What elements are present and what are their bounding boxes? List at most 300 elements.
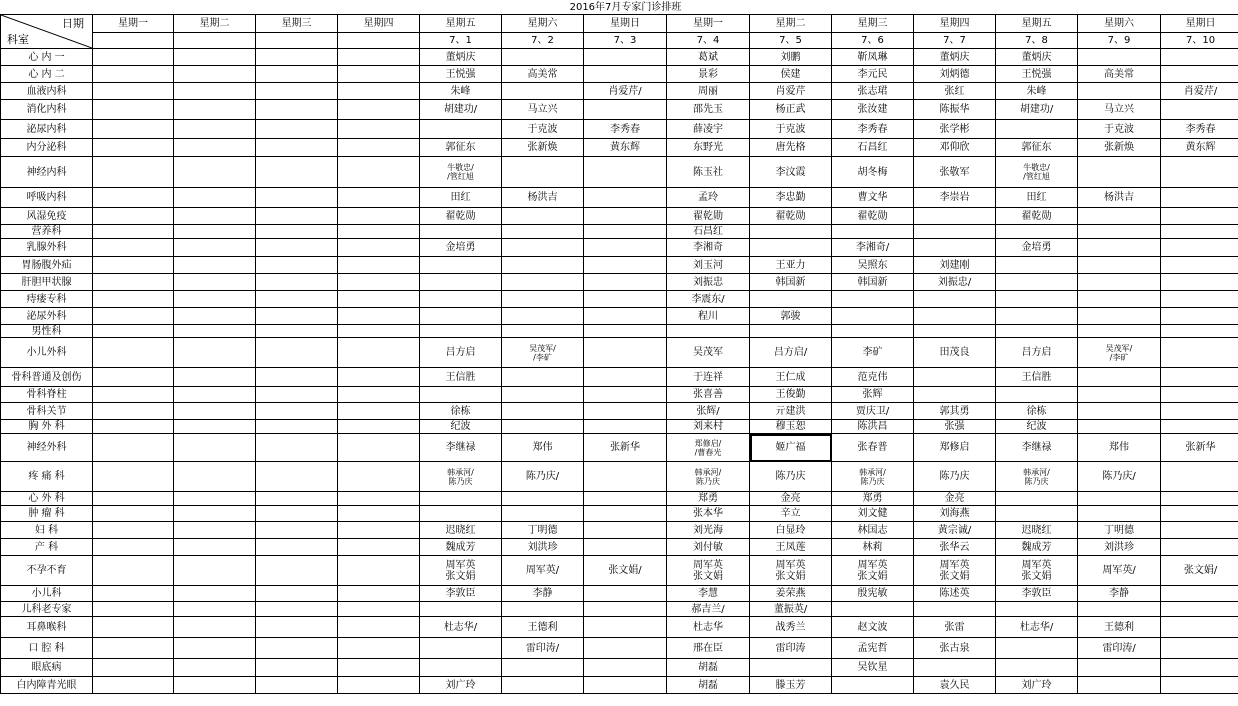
schedule-cell[interactable]: 金培勇	[420, 239, 502, 257]
schedule-cell[interactable]	[914, 387, 996, 403]
schedule-cell[interactable]	[1078, 659, 1161, 677]
schedule-cell[interactable]: 吕方启	[996, 338, 1078, 368]
schedule-cell[interactable]: 金培勇	[996, 239, 1078, 257]
schedule-cell[interactable]	[256, 188, 338, 208]
schedule-cell[interactable]	[256, 66, 338, 83]
schedule-cell[interactable]	[174, 556, 256, 586]
schedule-cell[interactable]	[832, 325, 914, 338]
schedule-cell[interactable]	[1078, 368, 1161, 387]
schedule-cell[interactable]	[174, 66, 256, 83]
schedule-cell[interactable]	[420, 308, 502, 325]
schedule-cell[interactable]: 李静	[502, 586, 584, 602]
schedule-cell[interactable]	[914, 602, 996, 617]
schedule-cell[interactable]	[584, 387, 667, 403]
schedule-cell[interactable]: 亓建洪	[750, 403, 832, 420]
schedule-cell[interactable]: 丁明德	[502, 522, 584, 539]
schedule-cell[interactable]	[174, 677, 256, 694]
schedule-cell[interactable]	[667, 462, 750, 492]
schedule-cell[interactable]	[420, 257, 502, 274]
schedule-cell[interactable]: 周军英/	[502, 556, 584, 586]
schedule-cell[interactable]	[584, 420, 667, 434]
schedule-cell[interactable]	[174, 387, 256, 403]
schedule-cell[interactable]: 高美常	[1078, 66, 1161, 83]
schedule-cell[interactable]	[502, 368, 584, 387]
schedule-cell[interactable]: 徐栋	[420, 403, 502, 420]
schedule-cell[interactable]	[502, 308, 584, 325]
schedule-cell[interactable]	[174, 492, 256, 506]
schedule-cell[interactable]: 陈玉社	[667, 157, 750, 188]
schedule-cell[interactable]	[338, 157, 420, 188]
schedule-cell[interactable]: 杜志华/	[420, 617, 502, 638]
schedule-cell[interactable]	[502, 403, 584, 420]
schedule-cell[interactable]: 张雷	[914, 617, 996, 638]
schedule-cell[interactable]	[584, 506, 667, 522]
schedule-cell[interactable]	[338, 100, 420, 120]
schedule-cell[interactable]	[584, 239, 667, 257]
schedule-cell[interactable]	[338, 617, 420, 638]
schedule-cell[interactable]	[502, 492, 584, 506]
schedule-cell[interactable]	[174, 462, 256, 492]
schedule-cell[interactable]: 王俊勤	[750, 387, 832, 403]
schedule-cell[interactable]	[996, 659, 1078, 677]
schedule-cell[interactable]: 张喜善	[667, 387, 750, 403]
schedule-cell[interactable]	[174, 403, 256, 420]
schedule-cell[interactable]	[256, 308, 338, 325]
schedule-cell[interactable]	[1078, 338, 1161, 368]
schedule-cell[interactable]	[584, 638, 667, 659]
schedule-cell[interactable]	[338, 492, 420, 506]
schedule-cell[interactable]	[996, 638, 1078, 659]
schedule-cell[interactable]: 张本华	[667, 506, 750, 522]
schedule-cell[interactable]	[93, 308, 174, 325]
schedule-cell[interactable]	[584, 66, 667, 83]
schedule-cell[interactable]	[256, 49, 338, 66]
schedule-cell[interactable]: 孟玲	[667, 188, 750, 208]
schedule-cell[interactable]	[1161, 208, 1238, 225]
schedule-cell[interactable]	[93, 66, 174, 83]
schedule-cell[interactable]: 张文娟/	[1161, 556, 1238, 586]
schedule-cell[interactable]	[502, 239, 584, 257]
schedule-cell[interactable]: 刘玉河	[667, 257, 750, 274]
schedule-cell[interactable]: 周丽	[667, 83, 750, 100]
schedule-cell[interactable]	[174, 225, 256, 239]
schedule-cell[interactable]: 范克伟	[832, 368, 914, 387]
schedule-cell[interactable]	[1161, 539, 1238, 556]
schedule-cell[interactable]: 陈乃庆/	[1078, 462, 1161, 492]
schedule-cell[interactable]	[1161, 586, 1238, 602]
schedule-cell[interactable]: 郑勇	[667, 492, 750, 506]
schedule-cell[interactable]: 王信胜	[996, 368, 1078, 387]
schedule-cell[interactable]: 黄东辉	[1161, 139, 1238, 157]
schedule-cell[interactable]	[338, 291, 420, 308]
schedule-cell[interactable]: 李静	[1078, 586, 1161, 602]
schedule-cell[interactable]	[338, 308, 420, 325]
schedule-cell[interactable]: 韩国新	[750, 274, 832, 291]
schedule-cell[interactable]: 程川	[667, 308, 750, 325]
schedule-cell[interactable]	[420, 274, 502, 291]
schedule-cell[interactable]	[914, 325, 996, 338]
schedule-cell[interactable]	[996, 308, 1078, 325]
schedule-cell[interactable]	[1078, 157, 1161, 188]
schedule-cell[interactable]: 张新焕	[502, 139, 584, 157]
schedule-cell[interactable]: 刘振忠/	[914, 274, 996, 291]
schedule-cell[interactable]: 郑伟	[502, 434, 584, 462]
schedule-cell[interactable]: 翟乾勋	[420, 208, 502, 225]
schedule-cell[interactable]	[1078, 239, 1161, 257]
schedule-cell[interactable]	[174, 49, 256, 66]
schedule-cell[interactable]: 陈洪昌	[832, 420, 914, 434]
schedule-cell[interactable]	[93, 387, 174, 403]
schedule-cell[interactable]	[584, 291, 667, 308]
schedule-cell[interactable]: 郭其勇	[914, 403, 996, 420]
schedule-cell[interactable]	[174, 602, 256, 617]
schedule-cell[interactable]	[914, 208, 996, 225]
schedule-cell[interactable]	[914, 659, 996, 677]
schedule-cell[interactable]	[93, 522, 174, 539]
schedule-cell[interactable]	[502, 506, 584, 522]
schedule-cell[interactable]	[338, 659, 420, 677]
schedule-cell[interactable]: 刘付敏	[667, 539, 750, 556]
schedule-cell[interactable]	[1078, 602, 1161, 617]
schedule-cell[interactable]: 刘鹏	[750, 49, 832, 66]
schedule-cell[interactable]	[502, 602, 584, 617]
schedule-cell[interactable]: 刘炳德	[914, 66, 996, 83]
schedule-cell[interactable]	[256, 522, 338, 539]
schedule-cell[interactable]	[338, 188, 420, 208]
schedule-cell[interactable]	[174, 638, 256, 659]
schedule-cell[interactable]: 肖爱芹	[750, 83, 832, 100]
schedule-cell[interactable]: 刘来村	[667, 420, 750, 434]
schedule-cell[interactable]: 雷印涛/	[502, 638, 584, 659]
schedule-cell[interactable]	[996, 291, 1078, 308]
schedule-cell[interactable]: 李汶霞	[750, 157, 832, 188]
schedule-cell[interactable]: 葛斌	[667, 49, 750, 66]
schedule-cell[interactable]	[502, 49, 584, 66]
schedule-cell[interactable]	[1161, 325, 1238, 338]
schedule-cell[interactable]	[584, 617, 667, 638]
schedule-cell[interactable]	[174, 257, 256, 274]
schedule-cell[interactable]	[338, 208, 420, 225]
schedule-cell[interactable]	[584, 586, 667, 602]
schedule-cell[interactable]	[256, 225, 338, 239]
schedule-cell[interactable]: 吕方启/	[750, 338, 832, 368]
schedule-cell[interactable]	[584, 100, 667, 120]
schedule-cell[interactable]	[256, 325, 338, 338]
schedule-cell[interactable]: 郝吉兰/	[667, 602, 750, 617]
schedule-cell[interactable]	[996, 556, 1078, 586]
schedule-cell[interactable]: 张古泉	[914, 638, 996, 659]
schedule-cell[interactable]	[256, 291, 338, 308]
schedule-cell[interactable]	[1161, 66, 1238, 83]
schedule-cell[interactable]: 翟乾勋	[832, 208, 914, 225]
schedule-cell[interactable]	[584, 188, 667, 208]
schedule-cell[interactable]	[832, 602, 914, 617]
schedule-cell[interactable]	[420, 157, 502, 188]
schedule-cell[interactable]	[256, 403, 338, 420]
schedule-cell[interactable]: 迟晓红	[420, 522, 502, 539]
schedule-cell[interactable]	[584, 368, 667, 387]
schedule-cell[interactable]: 陈振华	[914, 100, 996, 120]
schedule-cell[interactable]	[256, 539, 338, 556]
schedule-cell[interactable]: 胡建功/	[420, 100, 502, 120]
schedule-cell[interactable]	[93, 208, 174, 225]
schedule-cell[interactable]	[832, 308, 914, 325]
schedule-cell[interactable]: 丁明德	[1078, 522, 1161, 539]
schedule-cell[interactable]	[996, 274, 1078, 291]
schedule-cell[interactable]	[338, 677, 420, 694]
schedule-cell[interactable]	[667, 434, 750, 462]
schedule-cell[interactable]: 王亚力	[750, 257, 832, 274]
schedule-cell[interactable]: 雷印涛	[750, 638, 832, 659]
schedule-cell[interactable]	[1161, 462, 1238, 492]
schedule-cell[interactable]	[996, 157, 1078, 188]
schedule-cell[interactable]	[420, 387, 502, 403]
schedule-cell[interactable]	[338, 239, 420, 257]
schedule-cell[interactable]	[1161, 403, 1238, 420]
schedule-cell[interactable]	[338, 522, 420, 539]
schedule-cell[interactable]	[174, 291, 256, 308]
schedule-cell[interactable]: 杜志华/	[996, 617, 1078, 638]
schedule-cell[interactable]	[996, 506, 1078, 522]
schedule-cell[interactable]: 吴照东	[832, 257, 914, 274]
schedule-cell[interactable]	[667, 325, 750, 338]
schedule-cell[interactable]: 金亮	[914, 492, 996, 506]
schedule-cell[interactable]: 魏成芳	[996, 539, 1078, 556]
schedule-cell[interactable]	[1161, 308, 1238, 325]
schedule-cell[interactable]: 张文娟/	[584, 556, 667, 586]
schedule-cell[interactable]: 魏成芳	[420, 539, 502, 556]
schedule-cell[interactable]	[256, 506, 338, 522]
schedule-cell[interactable]	[256, 387, 338, 403]
schedule-cell[interactable]	[584, 659, 667, 677]
schedule-cell[interactable]	[584, 208, 667, 225]
schedule-cell[interactable]: 贾庆卫/	[832, 403, 914, 420]
schedule-cell[interactable]: 翟乾勋	[996, 208, 1078, 225]
schedule-cell[interactable]	[1078, 274, 1161, 291]
schedule-cell[interactable]	[256, 100, 338, 120]
schedule-cell[interactable]	[750, 239, 832, 257]
schedule-cell[interactable]	[420, 120, 502, 139]
schedule-cell[interactable]	[338, 387, 420, 403]
schedule-cell[interactable]: 王悦强	[996, 66, 1078, 83]
schedule-cell[interactable]	[502, 420, 584, 434]
schedule-cell[interactable]	[256, 239, 338, 257]
schedule-cell[interactable]: 姬广福	[750, 434, 832, 462]
schedule-cell[interactable]: 东野光	[667, 139, 750, 157]
schedule-cell[interactable]: 邓仰欣	[914, 139, 996, 157]
schedule-cell[interactable]	[584, 257, 667, 274]
schedule-cell[interactable]: 金亮	[750, 492, 832, 506]
schedule-cell[interactable]	[750, 659, 832, 677]
schedule-cell[interactable]	[338, 325, 420, 338]
schedule-cell[interactable]: 于克波	[502, 120, 584, 139]
schedule-cell[interactable]	[584, 403, 667, 420]
schedule-cell[interactable]: 张强	[914, 420, 996, 434]
schedule-cell[interactable]	[502, 257, 584, 274]
schedule-cell[interactable]	[338, 139, 420, 157]
schedule-cell[interactable]	[1078, 677, 1161, 694]
schedule-cell[interactable]	[750, 225, 832, 239]
schedule-cell[interactable]: 雷印涛/	[1078, 638, 1161, 659]
schedule-cell[interactable]	[832, 677, 914, 694]
schedule-cell[interactable]	[1161, 420, 1238, 434]
schedule-cell[interactable]	[256, 602, 338, 617]
schedule-cell[interactable]	[174, 506, 256, 522]
schedule-cell[interactable]: 张新华	[584, 434, 667, 462]
schedule-cell[interactable]	[584, 225, 667, 239]
schedule-cell[interactable]: 朱峰	[420, 83, 502, 100]
schedule-cell[interactable]	[256, 208, 338, 225]
schedule-cell[interactable]	[338, 120, 420, 139]
schedule-cell[interactable]	[174, 659, 256, 677]
schedule-cell[interactable]	[1161, 157, 1238, 188]
schedule-cell[interactable]: 陈乃庆/	[502, 462, 584, 492]
schedule-cell[interactable]	[584, 49, 667, 66]
schedule-cell[interactable]	[256, 338, 338, 368]
schedule-cell[interactable]	[996, 602, 1078, 617]
schedule-cell[interactable]: 李元民	[832, 66, 914, 83]
schedule-cell[interactable]	[584, 677, 667, 694]
schedule-cell[interactable]: 刘海燕	[914, 506, 996, 522]
schedule-cell[interactable]: 董炳庆	[420, 49, 502, 66]
schedule-cell[interactable]: 肖爱芹/	[1161, 83, 1238, 100]
schedule-cell[interactable]	[93, 420, 174, 434]
schedule-cell[interactable]	[420, 602, 502, 617]
schedule-cell[interactable]	[256, 368, 338, 387]
schedule-cell[interactable]	[256, 638, 338, 659]
schedule-cell[interactable]	[750, 291, 832, 308]
schedule-cell[interactable]: 于克波	[750, 120, 832, 139]
schedule-cell[interactable]: 于连祥	[667, 368, 750, 387]
schedule-cell[interactable]	[93, 617, 174, 638]
schedule-cell[interactable]: 张新焕	[1078, 139, 1161, 157]
schedule-cell[interactable]: 王德利	[1078, 617, 1161, 638]
schedule-cell[interactable]: 穆玉恕	[750, 420, 832, 434]
schedule-cell[interactable]	[502, 274, 584, 291]
schedule-cell[interactable]	[1161, 638, 1238, 659]
schedule-cell[interactable]	[256, 677, 338, 694]
schedule-cell[interactable]: 杨洪吉	[1078, 188, 1161, 208]
schedule-cell[interactable]	[1078, 225, 1161, 239]
schedule-cell[interactable]: 李震东/	[667, 291, 750, 308]
schedule-cell[interactable]	[584, 338, 667, 368]
schedule-cell[interactable]	[256, 586, 338, 602]
schedule-cell[interactable]	[256, 139, 338, 157]
schedule-cell[interactable]	[256, 659, 338, 677]
schedule-cell[interactable]	[93, 506, 174, 522]
schedule-cell[interactable]	[93, 539, 174, 556]
schedule-cell[interactable]: 吕方启	[420, 338, 502, 368]
schedule-cell[interactable]	[174, 434, 256, 462]
schedule-cell[interactable]	[502, 338, 584, 368]
schedule-cell[interactable]	[502, 157, 584, 188]
schedule-cell[interactable]	[996, 462, 1078, 492]
schedule-cell[interactable]	[338, 556, 420, 586]
schedule-cell[interactable]	[667, 556, 750, 586]
schedule-cell[interactable]	[93, 638, 174, 659]
schedule-cell[interactable]	[1078, 308, 1161, 325]
schedule-cell[interactable]	[1161, 225, 1238, 239]
schedule-cell[interactable]: 张红	[914, 83, 996, 100]
schedule-cell[interactable]: 孟宪哲	[832, 638, 914, 659]
schedule-cell[interactable]	[914, 239, 996, 257]
schedule-cell[interactable]	[584, 274, 667, 291]
schedule-cell[interactable]	[832, 462, 914, 492]
schedule-cell[interactable]	[914, 556, 996, 586]
schedule-cell[interactable]	[93, 586, 174, 602]
schedule-cell[interactable]	[1161, 617, 1238, 638]
schedule-cell[interactable]: 于克波	[1078, 120, 1161, 139]
schedule-cell[interactable]	[338, 462, 420, 492]
schedule-cell[interactable]	[1161, 387, 1238, 403]
schedule-cell[interactable]	[174, 308, 256, 325]
schedule-cell[interactable]	[93, 225, 174, 239]
schedule-cell[interactable]: 张春普	[832, 434, 914, 462]
schedule-cell[interactable]: 李忠勤	[750, 188, 832, 208]
schedule-cell[interactable]: 刘振忠	[667, 274, 750, 291]
schedule-cell[interactable]	[338, 274, 420, 291]
schedule-cell[interactable]: 陈述英	[914, 586, 996, 602]
schedule-cell[interactable]	[338, 602, 420, 617]
schedule-cell[interactable]	[584, 492, 667, 506]
schedule-cell[interactable]: 李秀春	[1161, 120, 1238, 139]
schedule-cell[interactable]	[1078, 325, 1161, 338]
schedule-cell[interactable]	[93, 49, 174, 66]
schedule-cell[interactable]	[174, 157, 256, 188]
schedule-cell[interactable]	[338, 338, 420, 368]
schedule-cell[interactable]	[502, 325, 584, 338]
schedule-cell[interactable]	[1161, 602, 1238, 617]
schedule-cell[interactable]	[93, 602, 174, 617]
schedule-cell[interactable]	[256, 157, 338, 188]
schedule-cell[interactable]	[1161, 188, 1238, 208]
schedule-cell[interactable]: 张敬军	[914, 157, 996, 188]
schedule-cell[interactable]	[174, 617, 256, 638]
schedule-cell[interactable]	[914, 225, 996, 239]
schedule-cell[interactable]	[914, 368, 996, 387]
schedule-cell[interactable]	[93, 659, 174, 677]
schedule-cell[interactable]	[1078, 49, 1161, 66]
schedule-cell[interactable]	[93, 462, 174, 492]
schedule-cell[interactable]	[174, 208, 256, 225]
schedule-cell[interactable]	[996, 492, 1078, 506]
schedule-cell[interactable]: 董炳庆	[914, 49, 996, 66]
schedule-cell[interactable]: 翟乾勋	[750, 208, 832, 225]
schedule-cell[interactable]	[338, 66, 420, 83]
schedule-cell[interactable]	[174, 239, 256, 257]
schedule-cell[interactable]	[93, 677, 174, 694]
schedule-cell[interactable]	[93, 83, 174, 100]
schedule-cell[interactable]: 纪波	[996, 420, 1078, 434]
schedule-cell[interactable]	[174, 188, 256, 208]
schedule-cell[interactable]: 周军英/	[1078, 556, 1161, 586]
schedule-cell[interactable]: 田红	[420, 188, 502, 208]
schedule-cell[interactable]: 李慧	[667, 586, 750, 602]
schedule-cell[interactable]	[1161, 659, 1238, 677]
schedule-cell[interactable]: 张华云	[914, 539, 996, 556]
schedule-cell[interactable]: 马立兴	[502, 100, 584, 120]
schedule-cell[interactable]	[584, 539, 667, 556]
schedule-cell[interactable]	[93, 556, 174, 586]
schedule-cell[interactable]	[93, 434, 174, 462]
schedule-cell[interactable]	[420, 325, 502, 338]
schedule-cell[interactable]: 纪波	[420, 420, 502, 434]
schedule-cell[interactable]: 李继禄	[420, 434, 502, 462]
schedule-cell[interactable]	[338, 420, 420, 434]
schedule-cell[interactable]	[584, 325, 667, 338]
schedule-cell[interactable]: 黄宗诚/	[914, 522, 996, 539]
schedule-cell[interactable]: 胡冬梅	[832, 157, 914, 188]
